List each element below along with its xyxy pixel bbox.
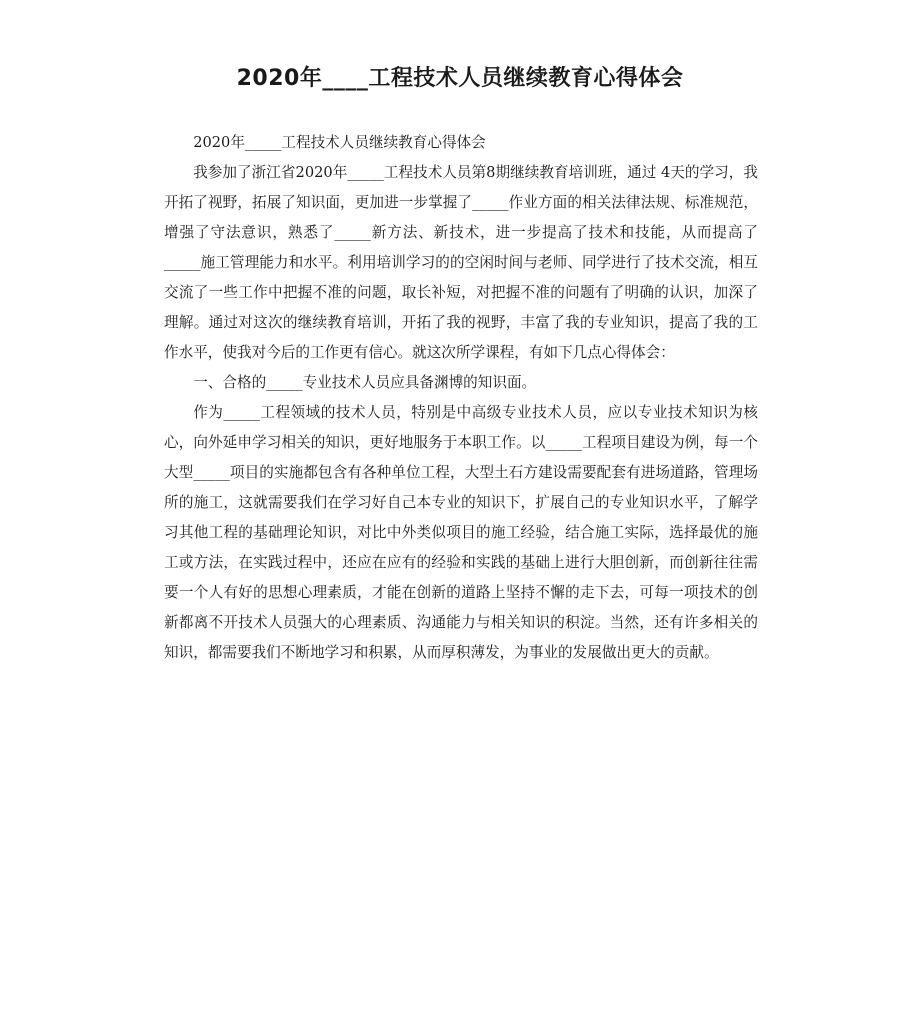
section-heading-paragraph: 一、合格的_____专业技术人员应具备渊博的知识面。 <box>193 374 537 391</box>
document-body <box>164 128 758 668</box>
document-title: 2020年____工程技术人员继续教育心得体会 <box>236 66 684 91</box>
subtitle-paragraph: 2020年_____工程技术人员继续教育心得体会 <box>193 134 486 151</box>
section-body-paragraph: 作为_____工程领域的技术人员，特别是中高级专业技术人员，应以专业技术知识为核心，向外延申学习相关的知识，更好地服务于本职工作。以_____工程项目建设为例，每一个大型_____项目的实施都包含有各种单位工程，大型土石方建设需要配套有进场道路，管理场所的施工，这就需要我们在学习好自己本专业的知识下，扩展自己的专业知识水平，了解学习其他工程的基础理论知识，对比中外类似项目的施工经验，结合施工实际，选择最优的施工或方法，在实践过程中，还应在应有的经验和实践的基础上进行大胆创新，而创新往往需要一个人有好的思想心理素质，才能在创新的道路上坚持不懈的走下去，可每一项技术的创新都离不开技术人员强大的心理素质、沟通能力与相关知识的积淀。当然，还有许多相关的知识，都需要我们不断地学习和积累，从而厚积薄发，为事业的发展做出更大的贡献。 <box>164 404 758 661</box>
intro-paragraph: 我参加了浙江省2020年_____工程技术人员第8期继续教育培训班，通过 4天的学习，我开拓了视野，拓展了知识面，更加进一步掌握了_____作业方面的相关法律法规、标准规范，增强了守法意识，熟悉了_____新方法、新技术，进一步提高了技术和技能，从而提高了_____施工管理能力和水平。利用培训学习的的空闲时间与老师、同学进行了技术交流，相互交流了一些工作中把握不准的问题，取长补短，对把握不准的问题有了明确的认识，加深了理解。通过对这次的继续教育培训，开拓了我的视野，丰富了我的专业知识，提高了我的工作水平，使我对今后的工作更有信心。就这次所学课程，有如下几点心得体会： <box>164 164 758 361</box>
